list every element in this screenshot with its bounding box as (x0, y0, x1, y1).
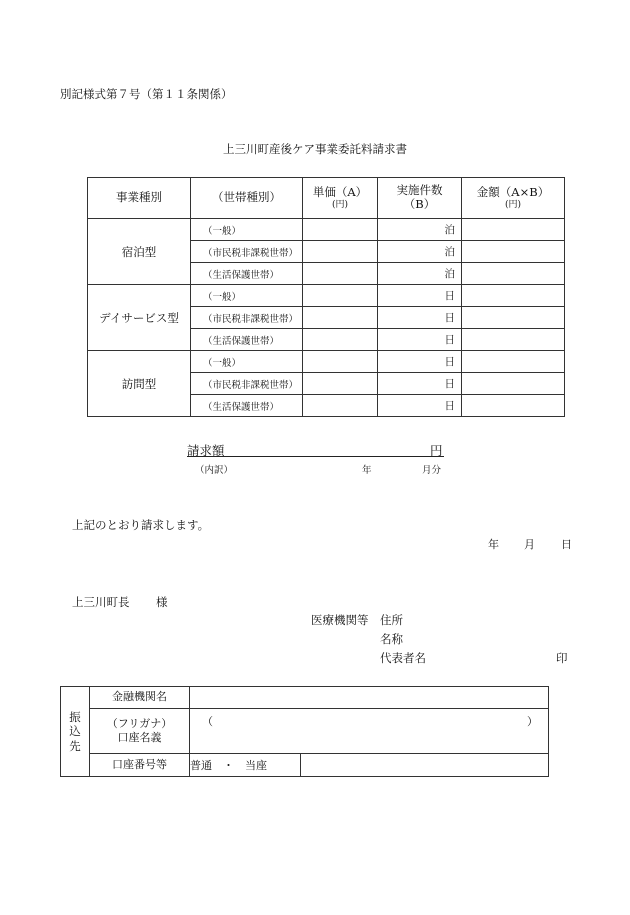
institution-name-field[interactable] (190, 687, 549, 709)
transfer-destination-char: 振 (69, 709, 81, 724)
household-cell: （市民税非課税世帯） (191, 373, 303, 395)
count-cell[interactable]: 日 (378, 329, 462, 351)
count-cell[interactable]: 日 (378, 351, 462, 373)
header-category: 事業種別 (88, 178, 191, 219)
category-cell: 宿泊型 (88, 219, 191, 285)
header-amount-unit: (円) (504, 199, 522, 210)
header-unit-price (303, 178, 378, 219)
category-cell: 訪問型 (88, 351, 191, 417)
header-count-label: 実施件数 (396, 183, 443, 198)
document-title: 上三川町産後ケア事業委託料請求書 (223, 142, 407, 156)
institution-label: 医療機関等 (311, 613, 369, 627)
unit-price-cell[interactable] (303, 351, 378, 373)
amount-cell[interactable] (462, 263, 565, 285)
count-cell[interactable]: 日 (378, 285, 462, 307)
unit-price-cell[interactable] (303, 329, 378, 351)
household-cell: （一般） (191, 285, 303, 307)
form-number: 別記様式第７号（第１１条関係） (60, 87, 233, 101)
claim-amount-label: 請求額 (187, 443, 225, 458)
breakdown-month-label: 月分 (422, 465, 442, 476)
header-count-sub: （B） (403, 197, 436, 211)
count-cell[interactable]: 泊 (378, 263, 462, 285)
account-holder-field-label (90, 709, 190, 754)
bank-transfer-table (60, 686, 549, 777)
unit-price-cell[interactable] (303, 307, 378, 329)
header-household: （世帯種別） (191, 178, 303, 219)
seal-mark: 印 (556, 651, 568, 665)
household-cell: （生活保護世帯） (191, 395, 303, 417)
header-amount-label: 金額（A×B） (476, 184, 550, 199)
institution-name-field-label: 金融機関名 (90, 687, 190, 709)
unit-price-cell[interactable] (303, 395, 378, 417)
unit-price-cell[interactable] (303, 219, 378, 241)
table-row (88, 285, 565, 307)
category-cell: デイサービス型 (88, 285, 191, 351)
table-row (61, 754, 549, 777)
claim-amount-underline[interactable] (187, 456, 444, 457)
furigana-label: （フリガナ） (106, 716, 173, 730)
representative-label: 代表者名 (380, 651, 426, 665)
unit-price-cell[interactable] (303, 263, 378, 285)
table-row (61, 687, 549, 709)
transfer-destination-char: 込 (69, 724, 81, 739)
date-month-label: 月 (524, 538, 535, 551)
table-row (88, 219, 565, 241)
header-count (378, 178, 462, 219)
fee-table (87, 177, 565, 417)
furigana-parentheses (190, 713, 548, 729)
household-cell: （市民税非課税世帯） (191, 241, 303, 263)
institution-name-label: 名称 (380, 632, 403, 646)
addressee-name: 上三川町長 (72, 595, 130, 609)
amount-cell[interactable] (462, 241, 565, 263)
amount-cell[interactable] (462, 219, 565, 241)
breakdown-label: （内訳） (195, 465, 234, 476)
count-cell[interactable]: 泊 (378, 241, 462, 263)
household-cell: （生活保護世帯） (191, 329, 303, 351)
date-year-label: 年 (488, 538, 499, 551)
amount-cell[interactable] (462, 351, 565, 373)
amount-cell[interactable] (462, 373, 565, 395)
breakdown-year-label: 年 (362, 465, 372, 476)
amount-cell[interactable] (462, 285, 565, 307)
count-cell[interactable]: 日 (378, 373, 462, 395)
header-unit-price-label: 単価（A） (312, 184, 368, 199)
transfer-destination-char: 先 (69, 738, 81, 753)
account-number-field[interactable] (301, 754, 549, 777)
household-cell: （生活保護世帯） (191, 263, 303, 285)
household-cell: （一般） (191, 219, 303, 241)
header-amount (462, 178, 565, 219)
unit-price-cell[interactable] (303, 285, 378, 307)
paren-open: （ (202, 715, 213, 728)
paren-close: ） (527, 715, 538, 728)
count-cell[interactable]: 泊 (378, 219, 462, 241)
count-cell[interactable]: 日 (378, 395, 462, 417)
addressee-honorific: 様 (156, 595, 168, 609)
amount-cell[interactable] (462, 307, 565, 329)
fee-table-header (88, 178, 565, 219)
account-number-field-label: 口座番号等 (90, 754, 190, 777)
header-unit-price-unit: (円) (331, 199, 349, 210)
table-row (61, 709, 549, 754)
unit-price-cell[interactable] (303, 373, 378, 395)
claim-amount-unit: 円 (430, 443, 443, 458)
transfer-destination-label (61, 687, 90, 777)
unit-price-cell[interactable] (303, 241, 378, 263)
amount-cell[interactable] (462, 329, 565, 351)
household-cell: （一般） (191, 351, 303, 373)
claim-statement: 上記のとおり請求します。 (72, 518, 210, 532)
amount-cell[interactable] (462, 395, 565, 417)
household-cell: （市民税非課税世帯） (191, 307, 303, 329)
table-row (88, 351, 565, 373)
account-holder-field[interactable] (190, 709, 549, 754)
date-day-label: 日 (561, 538, 572, 551)
account-name-label: 口座名義 (117, 731, 162, 744)
count-cell[interactable]: 日 (378, 307, 462, 329)
institution-address-label: 住所 (380, 613, 403, 627)
account-type-options[interactable]: 普通 ・ 当座 (190, 754, 301, 777)
